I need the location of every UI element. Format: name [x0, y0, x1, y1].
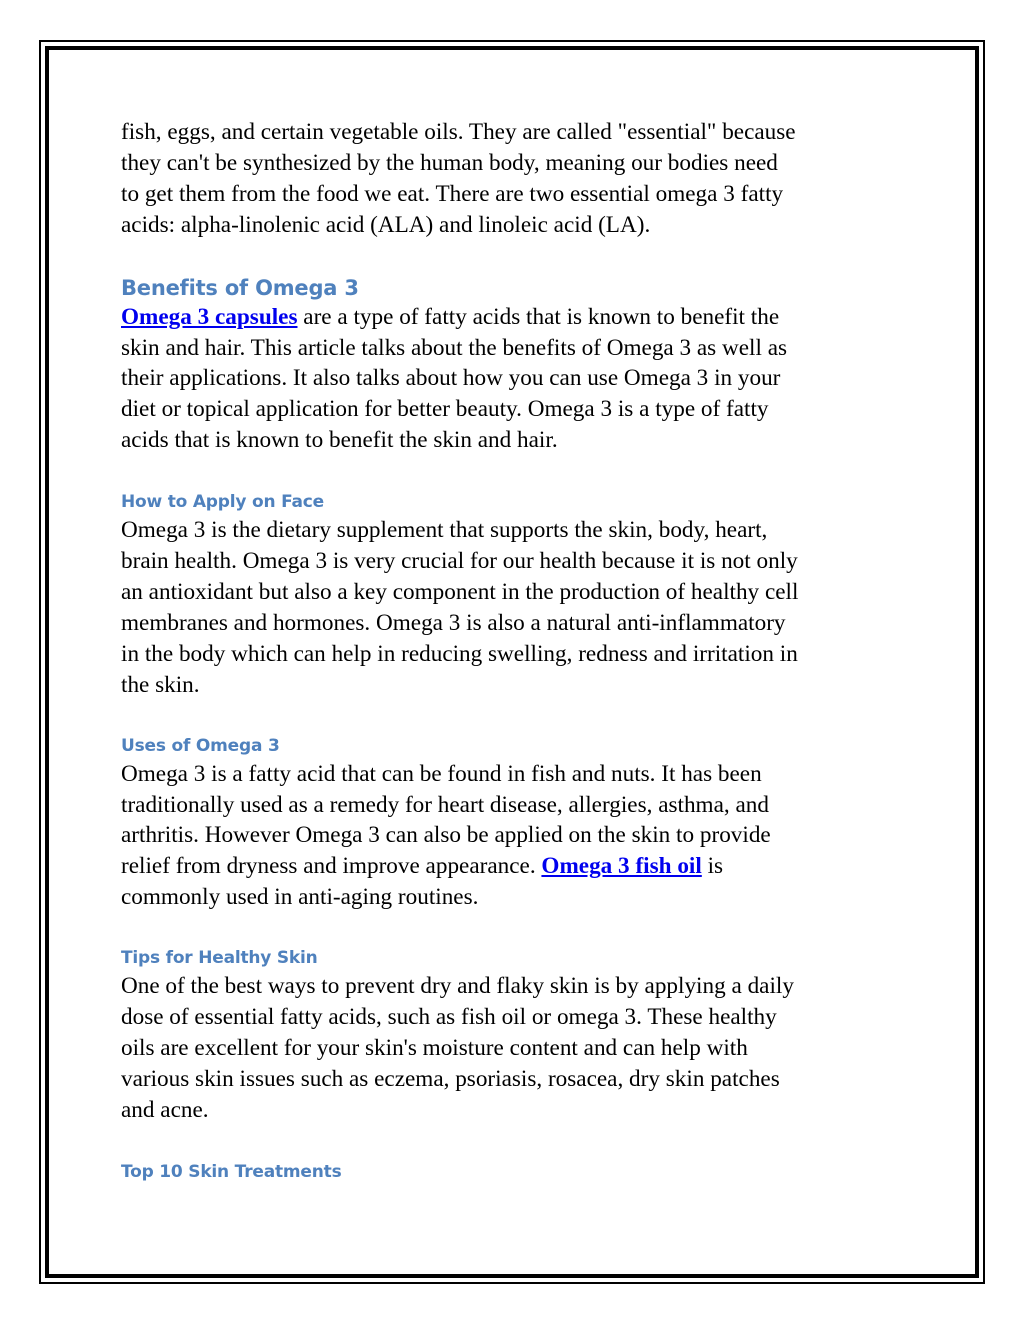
text-line: an antioxidant but also a key component in the production of healthy cell	[121, 578, 799, 605]
text-line: various skin issues such as eczema, psoriasis, rosacea, dry skin patches	[121, 1065, 780, 1092]
text-line: membranes and hormones. Omega 3 is also a natural anti-inflammatory	[121, 609, 786, 636]
text-line: their applications. It also talks about how you can use Omega 3 in your	[121, 365, 781, 392]
heading-tips: Tips for Healthy Skin	[121, 948, 318, 969]
text-line: brain health. Omega 3 is very crucial for our health because it is not only	[121, 548, 798, 575]
text-line: arthritis. However Omega 3 can also be applied on the skin to provide	[121, 822, 771, 849]
text-line: commonly used in anti-aging routines.	[121, 884, 479, 911]
text-line	[121, 851, 921, 882]
text-segment: are a type of fatty acids that is known to benefit the	[297, 303, 780, 330]
text-line: Omega 3 is a fatty acid that can be found in fish and nuts. It has been	[121, 760, 762, 787]
uses-paragraph	[121, 759, 921, 914]
text-line: in the body which can help in reducing swelling, redness and irritation in	[121, 640, 798, 667]
text-line: acids that is known to benefit the skin and hair.	[121, 427, 558, 454]
document-body	[121, 117, 921, 1185]
omega-3-capsules-link[interactable]: Omega 3 capsules	[121, 303, 298, 330]
text-line: acids: alpha-linolenic acid (ALA) and linoleic acid (LA).	[121, 211, 651, 238]
text-segment: is	[701, 853, 724, 880]
text-line: Omega 3 is the dietary supplement that supports the skin, body, heart,	[121, 517, 768, 544]
text-line: diet or topical application for better beauty. Omega 3 is a type of fatty	[121, 396, 769, 423]
apply-paragraph	[121, 515, 921, 700]
text-line: traditionally used as a remedy for heart disease, allergies, asthma, and	[121, 791, 769, 818]
text-line: skin and hair. This article talks about the benefits of Omega 3 as well as	[121, 334, 788, 361]
intro-paragraph	[121, 117, 921, 241]
text-line: they can't be synthesized by the human body, meaning our bodies need	[121, 149, 778, 176]
text-line: dose of essential fatty acids, such as fish oil or omega 3. These healthy	[121, 1004, 777, 1031]
text-line: to get them from the food we eat. There are two essential omega 3 fatty	[121, 180, 784, 207]
text-line: fish, eggs, and certain vegetable oils. They are called "essential" because	[121, 119, 796, 145]
tips-paragraph	[121, 971, 921, 1126]
heading-uses: Uses of Omega 3	[121, 735, 280, 756]
text-segment: relief from dryness and improve appearance.	[121, 853, 542, 880]
heading-how-to-apply: How to Apply on Face	[121, 492, 324, 513]
text-line	[121, 302, 921, 333]
heading-top-10: Top 10 Skin Treatments	[121, 1161, 342, 1182]
text-line: the skin.	[121, 671, 200, 698]
benefits-paragraph	[121, 302, 921, 457]
omega-3-fish-oil-link[interactable]: Omega 3 fish oil	[541, 853, 702, 880]
text-line: oils are excellent for your skin's moisture content and can help with	[121, 1034, 748, 1061]
heading-benefits: Benefits of Omega 3	[121, 275, 359, 300]
text-line: and acne.	[121, 1096, 209, 1123]
text-line: One of the best ways to prevent dry and flaky skin is by applying a daily	[121, 973, 794, 1000]
